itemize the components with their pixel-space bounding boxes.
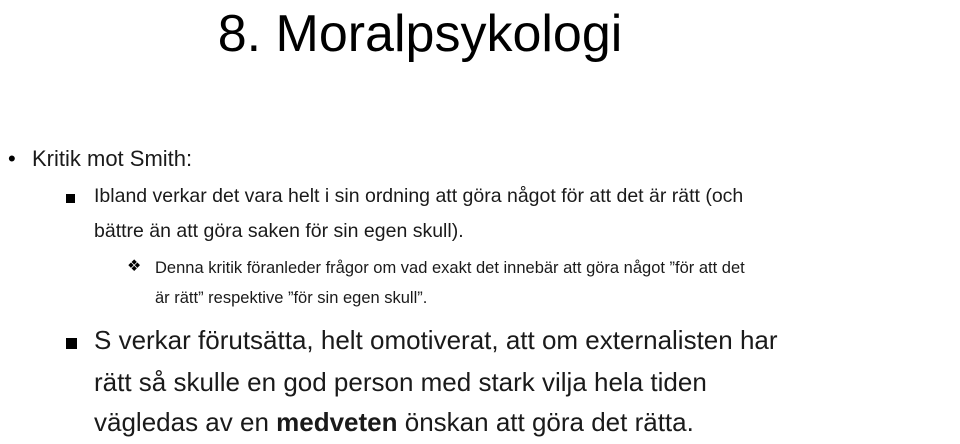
bullet-dot-icon: • bbox=[8, 146, 16, 171]
bullet-kritik-mot-smith: Kritik mot Smith: bbox=[32, 146, 193, 171]
square-bullet-icon bbox=[66, 194, 75, 203]
sub-bullet-2-line-3-suffix: önskan att göra det rätta. bbox=[397, 407, 694, 437]
sub-bullet-2-line-1: S verkar förutsätta, helt omotiverat, att om externalisten har bbox=[94, 325, 778, 355]
square-bullet-icon bbox=[66, 338, 77, 349]
sub-bullet-2-line-3 bbox=[94, 406, 694, 438]
slide-title: 8. Moralpsykologi bbox=[217, 5, 623, 63]
emphasis-medveten: medveten bbox=[276, 407, 398, 437]
sub-bullet-2-line-2: rätt så skulle en god person med stark vilja hela tiden bbox=[94, 367, 707, 397]
sub-bullet-1-line-2: bättre än att göra saken för sin egen skull). bbox=[94, 220, 464, 242]
subsub-bullet-1-line-1: Denna kritik föranleder frågor om vad exakt det innebär att göra något ”för att det bbox=[155, 259, 745, 277]
diamond-bullet-icon: ❖ bbox=[127, 258, 142, 275]
subsub-bullet-1-line-2: är rätt” respektive ”för sin egen skull”. bbox=[155, 289, 428, 307]
sub-bullet-2-line-3-prefix: vägledas av en bbox=[94, 407, 277, 437]
sub-bullet-1-line-1: Ibland verkar det vara helt i sin ordning att göra något för att det är rätt (och bbox=[94, 185, 744, 207]
